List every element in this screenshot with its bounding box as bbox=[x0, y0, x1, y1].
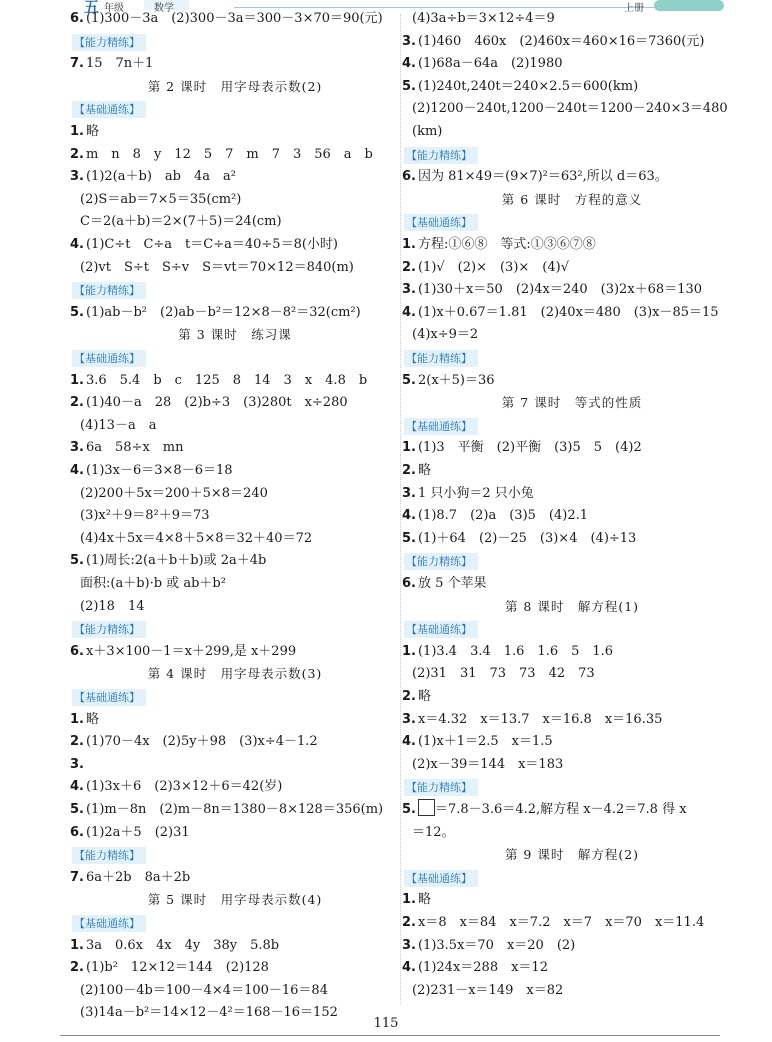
answer-text: 略 bbox=[417, 689, 431, 704]
item-number: 2. bbox=[402, 689, 416, 704]
answer-continuation: (2)1200－240t,1200－240t＝1200－240×3＝480 bbox=[412, 101, 728, 116]
answer-item bbox=[70, 935, 279, 957]
item-number: 2. bbox=[402, 915, 416, 930]
answer-item bbox=[70, 957, 269, 979]
answer-text: 6a＋2b 8a＋2b bbox=[85, 870, 191, 885]
answer-continuation: (2)31 31 73 73 42 73 bbox=[412, 666, 595, 681]
item-number: 2. bbox=[70, 395, 84, 410]
lesson-heading: 第 6 课时 方程的意义 bbox=[501, 192, 643, 207]
answer-text: (1)3x－6＝3×8－6＝18 bbox=[85, 463, 233, 478]
answer-continuation: (2)231－x＝149 x＝82 bbox=[412, 983, 564, 998]
answer-item bbox=[402, 370, 495, 392]
answer-item bbox=[402, 302, 719, 324]
answer-item bbox=[402, 889, 431, 911]
answer-text: x＋3×100－1＝x＋299,是 x＋299 bbox=[85, 644, 297, 659]
grade-mark: 五 bbox=[84, 0, 100, 16]
answer-text: (1)2a＋5 (2)31 bbox=[85, 825, 190, 840]
answer-item bbox=[402, 799, 687, 821]
item-number: 1. bbox=[70, 712, 84, 727]
answer-item bbox=[402, 709, 662, 731]
answer-text: (1)40－a 28 (2)b÷3 (3)280t x÷280 bbox=[85, 395, 348, 410]
answer-item bbox=[70, 392, 348, 414]
answer-text: 略 bbox=[85, 712, 99, 727]
footer-rule bbox=[60, 1035, 720, 1036]
answer-text: (1)460 460x (2)460x＝460×16＝7360(元) bbox=[417, 34, 705, 49]
item-number: 3. bbox=[70, 440, 84, 455]
item-number: 4. bbox=[402, 508, 416, 523]
answer-item bbox=[402, 912, 704, 934]
item-number: 6. bbox=[402, 576, 416, 591]
answer-text: (1)70－4x (2)5y＋98 (3)x÷4－1.2 bbox=[85, 734, 318, 749]
answer-continuation: (4)3a÷b＝3×12÷4＝9 bbox=[412, 11, 555, 26]
series-badge bbox=[654, 0, 724, 11]
answer-item bbox=[70, 709, 99, 731]
item-number: 1. bbox=[70, 938, 84, 953]
item-number: 3. bbox=[70, 757, 84, 772]
section-tag: 【基础通练】 bbox=[404, 621, 478, 638]
lesson-heading: 第 3 课时 练习课 bbox=[178, 327, 292, 342]
section-tag: 【能力精练】 bbox=[72, 282, 146, 299]
item-number: 4. bbox=[402, 734, 416, 749]
item-number: 2. bbox=[70, 960, 84, 975]
answer-item bbox=[402, 686, 431, 708]
answer-item bbox=[70, 776, 282, 798]
subject-label: 数学 bbox=[154, 3, 174, 14]
section-tag: 【基础通练】 bbox=[72, 101, 146, 118]
answer-item bbox=[70, 731, 318, 753]
answer-text: (1)8.7 (2)a (3)5 (4)2.1 bbox=[417, 508, 589, 523]
answer-continuation: (2)18 14 bbox=[80, 599, 145, 614]
item-number: 1. bbox=[402, 644, 416, 659]
lesson-heading: 第 8 课时 解方程(1) bbox=[504, 599, 640, 614]
answer-text: x＝8 x＝84 x＝7.2 x＝7 x＝70 x＝11.4 bbox=[417, 915, 705, 930]
item-number: 6. bbox=[402, 169, 416, 184]
answer-text: (1)3.5x＝70 x＝20 (2) bbox=[417, 938, 576, 953]
answer-text: (1)3 平衡 (2)平衡 (3)5 5 (4)2 bbox=[417, 440, 642, 455]
answer-text: (1)x＋0.67＝1.81 (2)40x＝480 (3)x－85＝15 bbox=[417, 305, 719, 320]
section-tag: 【能力精练】 bbox=[72, 847, 146, 864]
blank-box bbox=[418, 799, 435, 816]
answer-text: (1)24x＝288 x＝12 bbox=[417, 960, 548, 975]
answer-item bbox=[402, 505, 588, 527]
answer-item bbox=[70, 234, 338, 256]
answer-text: (1)3.4 3.4 1.6 1.6 5 1.6 bbox=[417, 644, 614, 659]
answer-item bbox=[402, 257, 569, 279]
item-number: 2. bbox=[70, 734, 84, 749]
answer-text: 1 只小狗＝2 只小兔 bbox=[417, 486, 534, 501]
answer-item bbox=[70, 8, 383, 30]
answer-item bbox=[70, 641, 296, 663]
item-number: 2. bbox=[402, 260, 416, 275]
answer-item bbox=[402, 935, 575, 957]
lesson-heading: 第 4 课时 用字母表示数(3) bbox=[147, 666, 323, 681]
column-divider bbox=[400, 14, 401, 1004]
answer-text: m n 8 y 12 5 7 m 7 3 56 a b bbox=[85, 147, 373, 162]
lesson-heading: 第 2 课时 用字母表示数(2) bbox=[147, 79, 323, 94]
item-number: 5. bbox=[70, 553, 84, 568]
answer-item bbox=[70, 799, 383, 821]
answer-continuation: (4)x÷9＝2 bbox=[412, 327, 479, 342]
item-number: 1. bbox=[402, 237, 416, 252]
answer-continuation: ＝12。 bbox=[412, 825, 455, 840]
section-tag: 【能力精练】 bbox=[72, 34, 146, 51]
item-number: 6. bbox=[70, 11, 84, 26]
item-number: 4. bbox=[402, 56, 416, 71]
answer-text: 2(x＋5)＝36 bbox=[417, 373, 495, 388]
answer-item bbox=[70, 822, 190, 844]
answer-continuation: (4)13－a a bbox=[80, 418, 157, 433]
item-number: 5. bbox=[402, 79, 416, 94]
answer-item bbox=[402, 53, 562, 75]
answer-item bbox=[70, 121, 99, 143]
answer-item bbox=[70, 302, 361, 324]
item-number: 5. bbox=[402, 373, 416, 388]
answer-text: ＝7.8－3.6＝4.2,解方程 x－4.2＝7.8 得 x bbox=[434, 802, 687, 817]
item-number: 2. bbox=[402, 463, 416, 478]
answer-item bbox=[402, 76, 638, 98]
item-number: 3. bbox=[402, 486, 416, 501]
answer-text: (1)b² 12×12＝144 (2)128 bbox=[85, 960, 269, 975]
section-tag: 【能力精练】 bbox=[72, 621, 146, 638]
section-tag: 【能力精练】 bbox=[404, 350, 478, 367]
answer-continuation: (2)vt S÷t S÷v S＝vt＝70×12＝840(m) bbox=[80, 260, 354, 275]
answer-text: 15 7n＋1 bbox=[85, 56, 154, 71]
answer-text: 3.6 5.4 b c 125 8 14 3 x 4.8 b bbox=[85, 373, 368, 388]
answer-text: (1)周长:2(a＋b＋b)或 2a＋4b bbox=[85, 553, 267, 568]
item-number: 5. bbox=[402, 802, 416, 817]
lesson-heading: 第 7 课时 等式的性质 bbox=[501, 395, 643, 410]
answer-continuation: (2)x－39＝144 x＝183 bbox=[412, 757, 564, 772]
section-tag: 【基础通练】 bbox=[404, 214, 478, 231]
answer-text: (1)300－3a (2)300－3a＝300－3×70＝90(元) bbox=[85, 11, 383, 26]
answer-text: 略 bbox=[417, 463, 431, 478]
item-number: 5. bbox=[70, 802, 84, 817]
answer-item bbox=[402, 641, 613, 663]
answer-text: (1)2(a＋b) ab 4a a² bbox=[85, 169, 236, 184]
item-number: 3. bbox=[402, 282, 416, 297]
answer-text: 3a 0.6x 4x 4y 38y 5.8b bbox=[85, 938, 280, 953]
answer-text: 放 5 个苹果 bbox=[417, 576, 487, 591]
answer-continuation: C＝2(a＋b)＝2×(7＋5)＝24(cm) bbox=[80, 214, 282, 229]
answer-item bbox=[402, 166, 668, 188]
answer-text: (1)3x＋6 (2)3×12＋6＝42(岁) bbox=[85, 779, 283, 794]
answer-continuation: (2)100－4b＝100－4×4＝100－16＝84 bbox=[80, 983, 328, 998]
answer-item bbox=[402, 460, 431, 482]
item-number: 5. bbox=[70, 305, 84, 320]
answer-continuation: (3)x²＋9＝8²＋9＝73 bbox=[80, 508, 210, 523]
answer-text: (1)30＋x＝50 (2)4x＝240 (3)2x＋68＝130 bbox=[417, 282, 703, 297]
answer-item bbox=[402, 483, 534, 505]
answer-text: (1)240t,240t＝240×2.5＝600(km) bbox=[417, 79, 639, 94]
answer-continuation: (3)14a－b²＝14×12－4²＝168－16＝152 bbox=[80, 1005, 338, 1020]
answer-text: (1)68a－64a (2)1980 bbox=[417, 56, 563, 71]
answer-item bbox=[70, 460, 233, 482]
answer-item bbox=[70, 166, 236, 188]
item-number: 7. bbox=[70, 870, 84, 885]
lesson-heading: 第 9 课时 解方程(2) bbox=[504, 847, 640, 862]
item-number: 1. bbox=[402, 892, 416, 907]
item-number: 3. bbox=[70, 169, 84, 184]
answer-item bbox=[402, 437, 642, 459]
answer-item bbox=[402, 573, 487, 595]
answer-text: 方程:①⑥⑧ 等式:①③⑥⑦⑧ bbox=[417, 237, 596, 252]
answer-continuation: 面积:(a＋b)·b 或 ab＋b² bbox=[80, 576, 226, 591]
answer-text: (1)m－8n (2)m－8n＝1380－8×128＝356(m) bbox=[85, 802, 384, 817]
item-number: 1. bbox=[70, 124, 84, 139]
lesson-heading: 第 5 课时 用字母表示数(4) bbox=[147, 892, 323, 907]
item-number: 6. bbox=[70, 825, 84, 840]
answer-item bbox=[70, 754, 86, 776]
item-number: 1. bbox=[70, 373, 84, 388]
section-tag: 【能力精练】 bbox=[404, 553, 478, 570]
answer-item bbox=[402, 528, 636, 550]
answer-item bbox=[402, 731, 553, 753]
answer-continuation: (2)200＋5x＝200＋5×8＝240 bbox=[80, 486, 268, 501]
item-number: 4. bbox=[70, 237, 84, 252]
answer-item bbox=[70, 144, 373, 166]
section-tag: 【能力精练】 bbox=[404, 147, 478, 164]
answer-text: (1)x＋1＝2.5 x＝1.5 bbox=[417, 734, 553, 749]
answer-item bbox=[70, 437, 183, 459]
answer-continuation: (4)4x＋5x＝4×8＋5×8＝32＋40＝72 bbox=[80, 531, 313, 546]
answer-item bbox=[70, 53, 153, 75]
item-number: 4. bbox=[402, 960, 416, 975]
answer-text: 略 bbox=[417, 892, 431, 907]
answer-item bbox=[402, 279, 702, 301]
answer-item bbox=[402, 234, 596, 256]
answer-item bbox=[70, 550, 266, 572]
item-number: 3. bbox=[402, 938, 416, 953]
answer-text: x＝4.32 x＝13.7 x＝16.8 x＝16.35 bbox=[417, 712, 663, 727]
answer-text: (1)ab－b² (2)ab－b²＝12×8－8²＝32(cm²) bbox=[85, 305, 361, 320]
answer-item bbox=[402, 957, 548, 979]
answer-item bbox=[70, 370, 367, 392]
item-number: 1. bbox=[402, 440, 416, 455]
item-number: 4. bbox=[402, 305, 416, 320]
answer-text: 6a 58÷x mn bbox=[85, 440, 184, 455]
item-number: 4. bbox=[70, 779, 84, 794]
answer-text: 略 bbox=[85, 124, 99, 139]
section-tag: 【能力精练】 bbox=[404, 779, 478, 796]
item-number: 3. bbox=[402, 34, 416, 49]
section-tag: 【基础通练】 bbox=[72, 915, 146, 932]
answer-item bbox=[402, 31, 704, 53]
item-number: 5. bbox=[402, 531, 416, 546]
section-tag: 【基础通练】 bbox=[72, 350, 146, 367]
item-number: 3. bbox=[402, 712, 416, 727]
answer-continuation: (2)S＝ab＝7×5＝35(cm²) bbox=[80, 192, 242, 207]
answer-text: (1)C÷t C÷a t＝C÷a＝40÷5＝8(小时) bbox=[85, 237, 338, 252]
item-number: 7. bbox=[70, 56, 84, 71]
answer-text: (1)＋64 (2)－25 (3)×4 (4)÷13 bbox=[417, 531, 637, 546]
page-number: 115 bbox=[373, 1016, 399, 1031]
grade-label: 年级 bbox=[104, 3, 124, 14]
volume-label: 上册 bbox=[624, 3, 644, 14]
answer-item bbox=[70, 867, 190, 889]
item-number: 4. bbox=[70, 463, 84, 478]
answer-text: 因为 81×49＝(9×7)²＝63²,所以 d＝63。 bbox=[417, 169, 668, 184]
section-tag: 【基础通练】 bbox=[404, 418, 478, 435]
item-number: 2. bbox=[70, 147, 84, 162]
answer-continuation: (km) bbox=[412, 124, 443, 139]
item-number: 6. bbox=[70, 644, 84, 659]
section-tag: 【基础通练】 bbox=[404, 870, 478, 887]
answer-text: (1)√ (2)× (3)× (4)√ bbox=[417, 260, 569, 275]
section-tag: 【基础通练】 bbox=[72, 689, 146, 706]
